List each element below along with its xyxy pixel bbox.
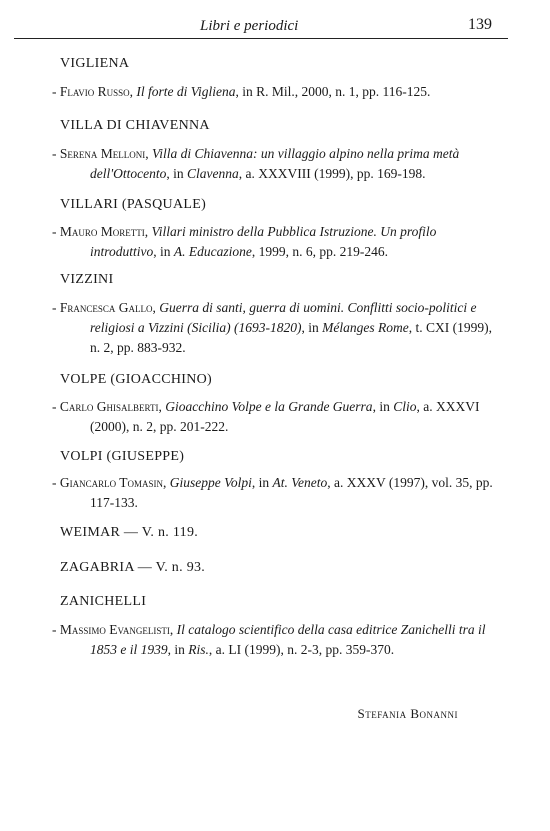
entry-details: , a. XXXVI (2000), n. 2, pp. 201-222. [90, 399, 480, 434]
entry-author: Francesca Gallo [59, 300, 153, 315]
section-heading: VOLPE (GIOACCHINO) [60, 372, 212, 387]
bibliography-entry: - Francesca Gallo, Guerra di santi, guerra di uomini. Conflitti socio-politici e religiosi a Vizzini (Sicilia) (1693-1820), in Mélanges Rome, t. CXI (1999), n. 2, pp. 883-932. [22, 298, 500, 358]
entry-title: Il catalogo scientifico della casa editrice Zanichelli tra il 1853 e il 1939 [90, 622, 486, 657]
bibliography-entry: - Mauro Moretti, Villari ministro della Pubblica Istruzione. Un profilo introduttivo, in A. Educazione, 1999, n. 6, pp. 219-246. [22, 222, 500, 262]
entry-author: Giancarlo Tomasin [59, 475, 164, 490]
author-signature: Stefania Bonanni [357, 706, 458, 721]
entry-details: , a. XXXV (1997), vol. 35, pp. 117-133. [90, 475, 493, 510]
bibliography-entry: - Serena Melloni, Villa di Chiavenna: un villaggio alpino nella prima metà dell'Ottocento, in Clavenna, a. XXXVIII (1999), pp. 169-198. [22, 144, 500, 184]
entry-details: , a. LI (1999), n. 2-3, pp. 359-370. [208, 642, 395, 657]
entry-title: Giuseppe Volpi [169, 475, 252, 490]
entry-details: , t. CXI (1999), n. 2, pp. 883-932. [90, 320, 492, 355]
running-header-title: Libri e periodici [200, 18, 299, 34]
entry-journal: A. Educazione [173, 244, 252, 259]
bibliography-entry: - Massimo Evangelisti, Il catalogo scientifico della casa editrice Zanichelli tra il 1853 e il 1939, in Ris., a. LI (1999), n. 2-3, pp. 359-370. [22, 620, 500, 660]
entry-author: Serena Melloni [59, 146, 146, 161]
entry-title: Il forte di Vigliena [136, 84, 236, 99]
section-heading: VILLA DI CHIAVENNA [60, 118, 210, 133]
entry-details: , 2000, n. 1, pp. 116-125. [294, 84, 431, 99]
section-heading: VIZZINI [60, 272, 114, 287]
entry-number [22, 397, 52, 417]
entry-number [22, 620, 52, 640]
entry-title: Villari ministro della Pubblica Istruzione. Un profilo introduttivo [90, 224, 437, 259]
section-heading: ZANICHELLI [60, 594, 147, 609]
header-rule [14, 38, 508, 39]
entry-number [22, 144, 52, 164]
section-heading: VIGLIENA [60, 56, 130, 71]
entry-author: Massimo Evangelisti [59, 622, 170, 637]
section-heading: VOLPI (GIUSEPPE) [60, 449, 185, 464]
entry-details: , a. XXXVIII (1999), pp. 169-198. [238, 166, 426, 181]
entry-title: Guerra di santi, guerra di uomini. Conflitti socio-politici e religiosi a Vizzini (Sicilia) (1693-1820) [90, 300, 477, 335]
entry-journal: Mélanges Rome [322, 320, 409, 335]
entry-number [22, 82, 52, 102]
entry-title: Villa di Chiavenna: un villaggio alpino nella prima metà dell'Ottocento [90, 146, 460, 181]
entry-title: Gioacchino Volpe e la Grande Guerra [165, 399, 373, 414]
entry-journal: R. Mil. [256, 84, 295, 99]
entry-number [22, 473, 52, 493]
entry-journal: Ris. [188, 642, 209, 657]
entry-journal: Clavenna [187, 166, 239, 181]
bibliography-entry: - Giancarlo Tomasin, Giuseppe Volpi, in At. Veneto, a. XXXV (1997), vol. 35, pp. 117-133. [22, 473, 500, 513]
entry-details: , 1999, n. 6, pp. 219-246. [251, 244, 388, 259]
entry-author: Carlo Ghisalberti [59, 399, 159, 414]
bibliography-entry: - Flavio Russo, Il forte di Vigliena, in R. Mil., 2000, n. 1, pp. 116-125. [22, 82, 500, 102]
section-heading-crossref: ZAGABRIA — V. n. 93. [60, 560, 206, 575]
entry-number [22, 298, 52, 318]
bibliography-entry: - Carlo Ghisalberti, Gioacchino Volpe e la Grande Guerra, in Clio, a. XXXVI (2000), n. 2, pp. 201-222. [22, 397, 500, 437]
section-heading: VILLARI (PASQUALE) [60, 197, 207, 212]
entry-author: Flavio Russo [59, 84, 130, 99]
entry-journal: Clio [393, 399, 417, 414]
entry-journal: At. Veneto [272, 475, 328, 490]
entry-author: Mauro Moretti [59, 224, 145, 239]
entry-number [22, 222, 52, 242]
section-heading-crossref: WEIMAR — V. n. 119. [60, 525, 199, 540]
page-number: 139 [468, 16, 492, 33]
